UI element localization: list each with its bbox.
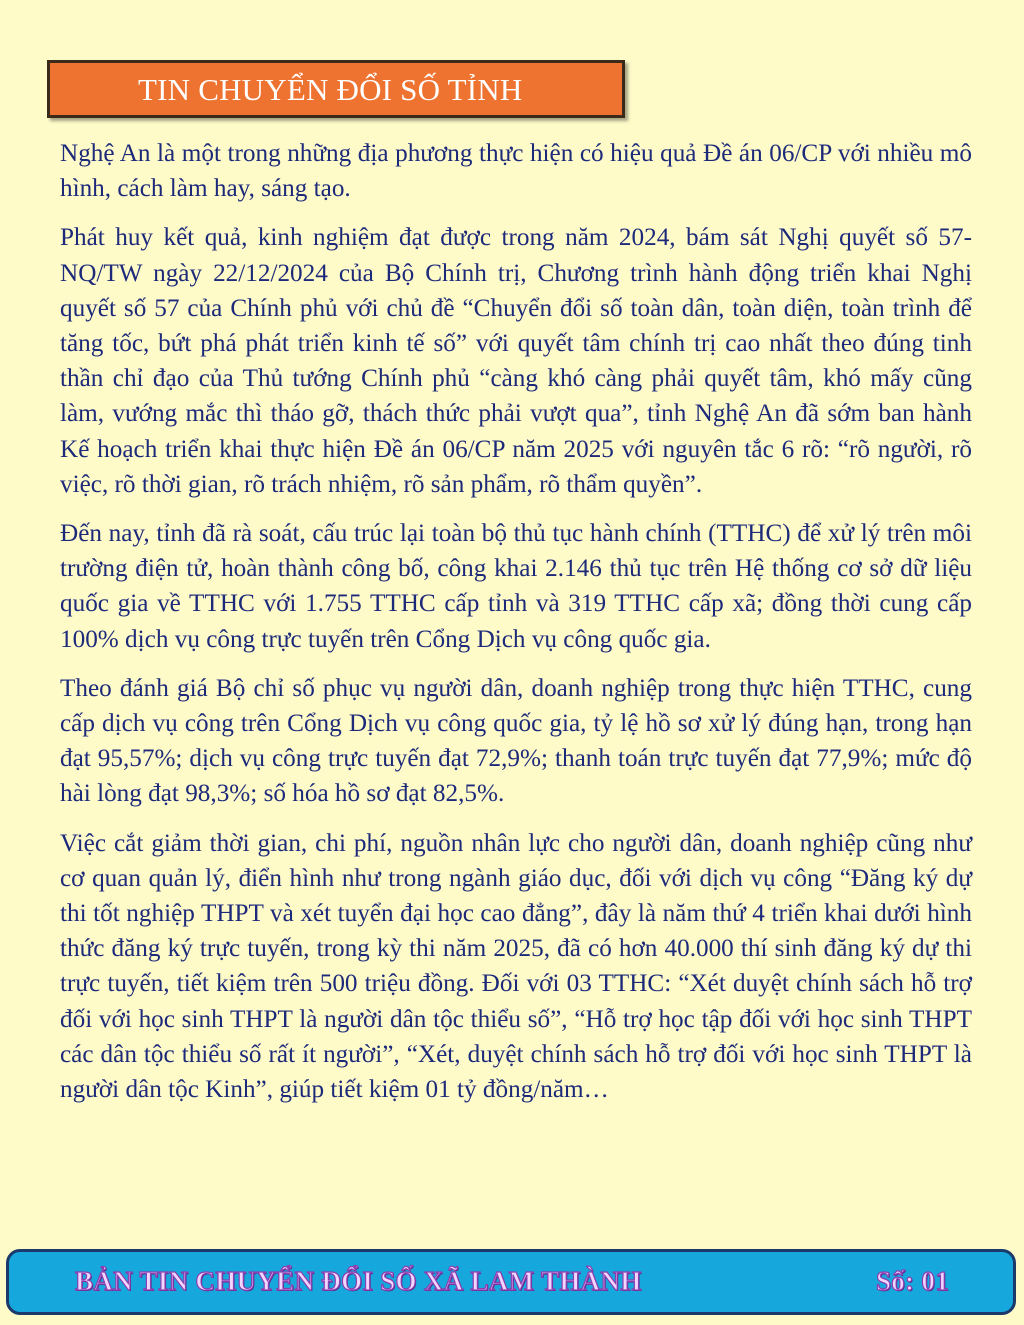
newsletter-title: BẢN TIN CHUYỂN ĐỔI SỐ XÃ LAM THÀNH bbox=[75, 1266, 642, 1296]
article-paragraph: Nghệ An là một trong những địa phương thực hiện có hiệu quả Đề án 06/CP với nhiều mô hình, cách làm hay, sáng tạo. bbox=[60, 140, 972, 203]
article-paragraph: Theo đánh giá Bộ chỉ số phục vụ người dân, doanh nghiệp trong thực hiện TTHC, cung cấp dịch vụ công trên Cổng Dịch vụ công quốc gia, tỷ lệ hồ sơ xử lý đúng hạn, trong hạn đạt 95,57%; dịch vụ công trực tuyến đạt 72,9%; thanh toán trực tuyến đạt 77,9%; mức độ hài lòng đạt 98,3%; số hóa hồ sơ đạt 82,5%. bbox=[60, 674, 972, 808]
section-title: TIN CHUYỂN ĐỔI SỐ TỈNH bbox=[138, 72, 523, 107]
article-paragraph: Phát huy kết quả, kinh nghiệm đạt được trong năm 2024, bám sát Nghị quyết số 57-NQ/TW ngày 22/12/2024 của Bộ Chính trị, Chương trình hành động triển khai Nghị quyết số 57 của Chính phủ với chủ đề “Chuyển đổi số toàn dân, toàn diện, toàn trình để tăng tốc, bứt phá phát triển kinh tế số” với quyết tâm chính trị cao nhất theo đúng tinh thần chỉ đạo của Thủ tướng Chính phủ “càng khó càng phải quyết tâm, khó mấy cũng làm, vướng mắc thì tháo gỡ, thách thức phải vượt qua”, tỉnh Nghệ An đã sớm ban hành Kế hoạch triển khai thực hiện Đề án 06/CP năm 2025 với nguyên tắc 6 rõ: “rõ người, rõ việc, rõ thời gian, rõ trách nhiệm, rõ sản phẩm, rõ thẩm quyền”. bbox=[60, 224, 972, 498]
issue-number: Số: 01 bbox=[875, 1266, 949, 1296]
section-header-banner bbox=[47, 60, 625, 118]
newsletter-footer bbox=[6, 1249, 1016, 1315]
article-paragraph: Việc cắt giảm thời gian, chi phí, nguồn nhân lực cho người dân, doanh nghiệp cũng như cơ quan quản lý, điển hình như trong ngành giáo dục, đối với dịch vụ công “Đăng ký dự thi tốt nghiệp THPT và xét tuyển đại học cao đẳng”, đây là năm thứ 4 triển khai dưới hình thức đăng ký trực tuyến, trong kỳ thi năm 2025, đã có hơn 40.000 thí sinh đăng ký dự thi trực tuyến, tiết kiệm trên 500 triệu đồng. Đối với 03 TTHC: “Xét duyệt chính sách hỗ trợ đối với học sinh THPT là người dân tộc thiểu số”, “Hỗ trợ học tập đối với học sinh THPT các dân tộc thiểu số rất ít người”, “Xét, duyệt chính sách hỗ trợ đối với học sinh THPT là người dân tộc Kinh”, giúp tiết kiệm 01 tỷ đồng/năm… bbox=[60, 829, 972, 1104]
article-paragraph: Đến nay, tỉnh đã rà soát, cấu trúc lại toàn bộ thủ tục hành chính (TTHC) để xử lý trên môi trường điện tử, hoàn thành công bố, công khai 2.146 thủ tục trên Hệ thống cơ sở dữ liệu quốc gia về TTHC với 1.755 TTHC cấp tỉnh và 319 TTHC cấp xã; đồng thời cung cấp 100% dịch vụ công trực tuyến trên Cổng Dịch vụ công quốc gia. bbox=[60, 520, 972, 653]
article-body bbox=[60, 136, 972, 1121]
